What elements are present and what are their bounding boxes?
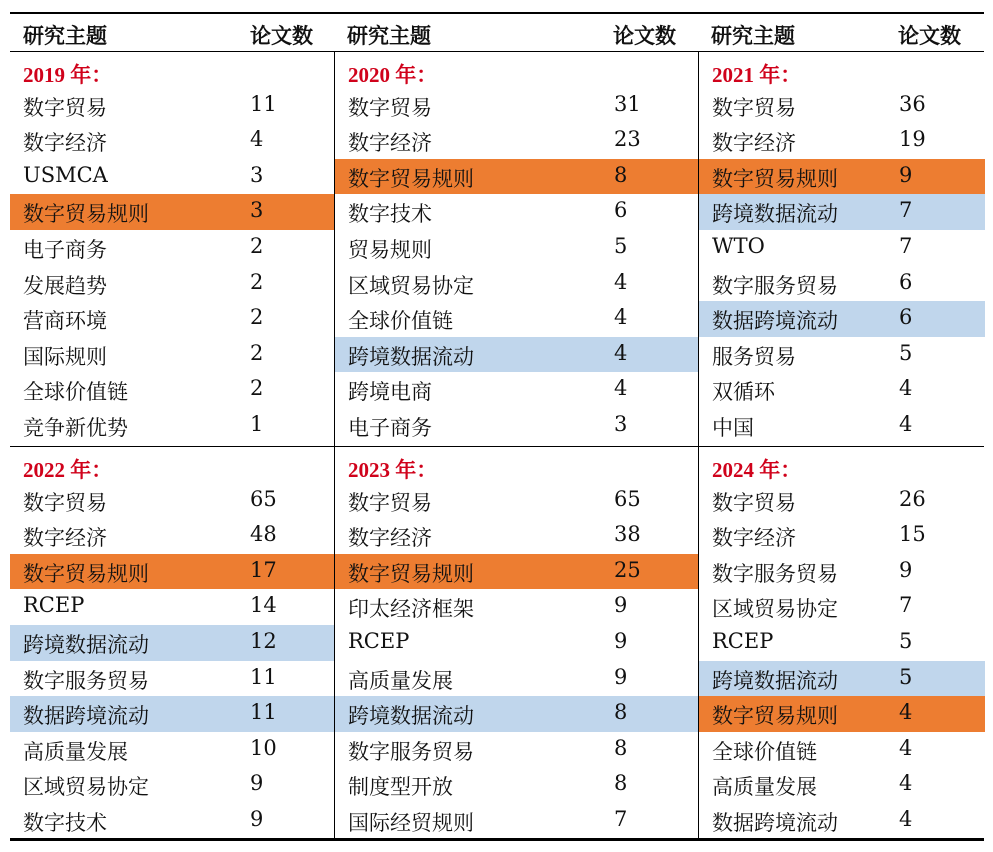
topic-cell: 数字贸易规则 — [23, 561, 149, 586]
table-row — [699, 88, 985, 124]
count-cell: 3 — [250, 162, 264, 187]
table-row — [10, 159, 334, 195]
table-row — [335, 732, 699, 768]
year-label: 2024 年： — [712, 458, 802, 482]
count-cell: 2 — [250, 340, 264, 365]
count-cell: 3 — [250, 198, 264, 223]
count-cell: 8 — [614, 771, 628, 796]
count-cell: 38 — [614, 522, 641, 547]
topic-cell: 数字服务贸易 — [348, 739, 474, 764]
topic-cell: 高质量发展 — [712, 775, 817, 800]
table-row — [335, 123, 699, 159]
topic-cell: 全球价值链 — [348, 309, 453, 334]
year-group — [10, 447, 334, 839]
topic-cell: 数字贸易 — [712, 95, 796, 120]
topic-cell: 跨境数据流动 — [712, 668, 838, 693]
count-cell: 65 — [250, 486, 277, 511]
year-group — [334, 52, 699, 446]
count-cell: 2 — [250, 376, 264, 401]
year-label-row — [10, 447, 334, 483]
topic-table — [10, 12, 984, 841]
topic-cell: 电子商务 — [348, 416, 432, 440]
count-cell: 4 — [899, 412, 913, 436]
count-cell: 2 — [250, 234, 264, 258]
year-label-row — [699, 447, 985, 483]
header-count-2: 论文数 — [613, 24, 676, 48]
topic-cell: 数字经济 — [712, 526, 796, 551]
topic-cell: RCEP — [23, 593, 85, 618]
table-row-highlight-blue — [699, 301, 985, 337]
count-cell: 3 — [614, 412, 628, 436]
topic-cell: 服务贸易 — [712, 344, 796, 369]
count-cell: 2 — [250, 305, 264, 330]
count-cell: 17 — [250, 557, 277, 582]
topic-cell: 发展趋势 — [23, 273, 107, 298]
table-row-highlight-blue — [10, 696, 334, 732]
topic-cell: 数字贸易规则 — [712, 166, 838, 191]
table-row — [335, 483, 699, 519]
table-row — [10, 661, 334, 697]
topic-cell: 区域贸易协定 — [348, 273, 474, 298]
table-row-highlight-orange — [335, 159, 699, 195]
year-label-row — [335, 447, 699, 483]
count-cell: 6 — [899, 305, 913, 330]
count-cell: 65 — [614, 486, 641, 511]
table-row — [699, 372, 985, 408]
table-row — [335, 372, 699, 408]
topic-cell: 营商环境 — [23, 309, 107, 334]
count-cell: 1 — [250, 412, 264, 436]
count-cell: 4 — [899, 807, 913, 831]
count-cell: 6 — [614, 198, 628, 223]
topic-cell: 数据跨境流动 — [712, 811, 838, 835]
table-row — [335, 661, 699, 697]
count-cell: 8 — [614, 162, 628, 187]
table-row — [10, 483, 334, 519]
table-row — [10, 767, 334, 803]
topic-cell: 跨境数据流动 — [23, 633, 149, 657]
topic-cell: 数据跨境流动 — [23, 704, 149, 729]
year-label: 2023 年： — [348, 458, 438, 482]
count-cell: 9 — [614, 664, 628, 689]
table-row — [335, 230, 699, 266]
table-row — [699, 408, 985, 444]
year-label-row — [335, 52, 699, 88]
table-row — [10, 88, 334, 124]
count-cell: 19 — [899, 127, 926, 152]
topic-cell: 区域贸易协定 — [23, 775, 149, 800]
topic-cell: 数字技术 — [23, 811, 107, 835]
topic-cell: 数字服务贸易 — [712, 273, 838, 298]
topic-cell: 全球价值链 — [23, 380, 128, 405]
table-row — [335, 88, 699, 124]
year-label: 2022 年： — [23, 458, 113, 482]
topic-cell: 跨境数据流动 — [712, 202, 838, 227]
count-cell: 9 — [614, 629, 628, 653]
year-group — [334, 447, 699, 839]
table-row-highlight-orange — [10, 554, 334, 590]
table-row — [335, 408, 699, 444]
year-label-row — [10, 52, 334, 88]
topic-cell: 区域贸易协定 — [712, 597, 838, 622]
table-row-highlight-orange — [699, 696, 985, 732]
table-row — [335, 625, 699, 661]
count-cell: 2 — [250, 269, 264, 294]
count-cell: 4 — [899, 771, 913, 796]
count-cell: 6 — [899, 269, 913, 294]
count-cell: 12 — [250, 629, 277, 653]
table-row — [10, 230, 334, 266]
topic-cell: 数字贸易规则 — [348, 561, 474, 586]
topic-cell: 数字贸易 — [712, 490, 796, 515]
topic-cell: 数据跨境流动 — [712, 309, 838, 334]
count-cell: 9 — [250, 807, 264, 831]
count-cell: 5 — [899, 664, 913, 689]
topic-cell: RCEP — [712, 629, 774, 653]
topic-cell: 跨境数据流动 — [348, 344, 474, 369]
topic-cell: 数字贸易规则 — [348, 166, 474, 191]
table-row — [335, 589, 699, 625]
count-cell: 11 — [250, 700, 277, 725]
count-cell: 4 — [899, 700, 913, 725]
count-cell: 4 — [614, 340, 628, 365]
count-cell: 7 — [614, 807, 628, 831]
topic-cell: 竞争新优势 — [23, 416, 128, 440]
table-row-highlight-blue — [699, 194, 985, 230]
table-row — [699, 767, 985, 803]
count-cell: 15 — [899, 522, 926, 547]
topic-cell: USMCA — [23, 162, 108, 187]
table-row — [10, 123, 334, 159]
header-count-3: 论文数 — [898, 24, 961, 48]
topic-cell: WTO — [712, 234, 765, 258]
table-row — [335, 803, 699, 839]
topic-cell: 高质量发展 — [23, 739, 128, 764]
count-cell: 4 — [899, 376, 913, 401]
topic-cell: 双循环 — [712, 380, 775, 405]
count-cell: 4 — [614, 376, 628, 401]
count-cell: 4 — [250, 127, 264, 152]
table-row — [10, 372, 334, 408]
count-cell: 7 — [899, 198, 913, 223]
topic-cell: 数字经济 — [712, 131, 796, 156]
table-row — [10, 589, 334, 625]
topic-cell: 数字贸易 — [23, 490, 107, 515]
table-row — [10, 408, 334, 444]
topic-cell: 中国 — [712, 416, 754, 440]
topic-cell: 数字技术 — [348, 202, 432, 227]
count-cell: 8 — [614, 735, 628, 760]
table-row — [699, 554, 985, 590]
count-cell: 4 — [614, 305, 628, 330]
count-cell: 5 — [899, 340, 913, 365]
topic-cell: 国际经贸规则 — [348, 811, 474, 835]
table-row — [10, 337, 334, 373]
count-cell: 4 — [614, 269, 628, 294]
count-cell: 25 — [614, 557, 641, 582]
table-row — [699, 589, 985, 625]
count-cell: 10 — [250, 735, 277, 760]
header-topic-1: 研究主题 — [23, 24, 107, 48]
table-row — [335, 518, 699, 554]
year-label: 2021 年： — [712, 63, 802, 87]
table-row — [335, 767, 699, 803]
table-row — [699, 732, 985, 768]
table-row — [335, 301, 699, 337]
count-cell: 5 — [614, 234, 628, 258]
topic-cell: 数字服务贸易 — [23, 668, 149, 693]
table-header — [10, 14, 984, 52]
table-row — [10, 266, 334, 302]
table-row — [699, 483, 985, 519]
year-group — [698, 447, 985, 839]
count-cell: 9 — [899, 557, 913, 582]
table-row-highlight-orange — [699, 159, 985, 195]
table-row-highlight-orange — [335, 554, 699, 590]
count-cell: 9 — [614, 593, 628, 618]
topic-cell: 印太经济框架 — [348, 597, 474, 622]
header-count-1: 论文数 — [250, 24, 313, 48]
topic-cell: RCEP — [348, 629, 410, 653]
table-row — [335, 266, 699, 302]
year-label: 2020 年： — [348, 63, 438, 87]
topic-cell: 数字经济 — [348, 131, 432, 156]
table-row — [699, 625, 985, 661]
topic-cell: 跨境电商 — [348, 380, 432, 405]
table-row — [10, 301, 334, 337]
topic-cell: 数字贸易 — [23, 95, 107, 120]
topic-cell: 数字贸易 — [348, 490, 432, 515]
table-row — [335, 194, 699, 230]
topic-cell: 全球价值链 — [712, 739, 817, 764]
table-row-highlight-blue — [335, 337, 699, 373]
topic-cell: 高质量发展 — [348, 668, 453, 693]
topic-cell: 数字贸易 — [348, 95, 432, 120]
count-cell: 26 — [899, 486, 926, 511]
count-cell: 36 — [899, 91, 926, 116]
year-group — [698, 52, 985, 446]
topic-cell: 数字贸易规则 — [23, 202, 149, 227]
year-label: 2019 年： — [23, 63, 113, 87]
topic-cell: 贸易规则 — [348, 238, 432, 262]
count-cell: 5 — [899, 629, 913, 653]
year-group — [10, 52, 334, 446]
topic-cell: 数字服务贸易 — [712, 561, 838, 586]
count-cell: 23 — [614, 127, 641, 152]
count-cell: 9 — [250, 771, 264, 796]
topic-cell: 国际规则 — [23, 344, 107, 369]
count-cell: 7 — [899, 234, 913, 258]
count-cell: 14 — [250, 593, 277, 618]
topic-cell: 电子商务 — [23, 238, 107, 262]
table-row-highlight-blue — [699, 661, 985, 697]
header-topic-2: 研究主题 — [347, 24, 431, 48]
table-row — [699, 337, 985, 373]
topic-cell: 制度型开放 — [348, 775, 453, 800]
count-cell: 8 — [614, 700, 628, 725]
count-cell: 31 — [614, 91, 641, 116]
topic-cell: 数字经济 — [23, 526, 107, 551]
count-cell: 9 — [899, 162, 913, 187]
table-row — [10, 732, 334, 768]
count-cell: 11 — [250, 91, 277, 116]
table-row — [699, 230, 985, 266]
count-cell: 7 — [899, 593, 913, 618]
table-row — [699, 518, 985, 554]
header-topic-3: 研究主题 — [711, 24, 795, 48]
table-row — [699, 266, 985, 302]
year-block-row — [10, 446, 984, 839]
table-row — [10, 803, 334, 839]
table-row — [10, 518, 334, 554]
table-row-highlight-orange — [10, 194, 334, 230]
table-row — [699, 123, 985, 159]
table-row — [699, 803, 985, 839]
table-row-highlight-blue — [10, 625, 334, 661]
count-cell: 11 — [250, 664, 277, 689]
count-cell: 4 — [899, 735, 913, 760]
count-cell: 48 — [250, 522, 277, 547]
topic-cell: 数字经济 — [348, 526, 432, 551]
year-block-row — [10, 52, 984, 446]
table-row-highlight-blue — [335, 696, 699, 732]
topic-cell: 跨境数据流动 — [348, 704, 474, 729]
topic-cell: 数字经济 — [23, 131, 107, 156]
topic-cell: 数字贸易规则 — [712, 704, 838, 729]
year-label-row — [699, 52, 985, 88]
